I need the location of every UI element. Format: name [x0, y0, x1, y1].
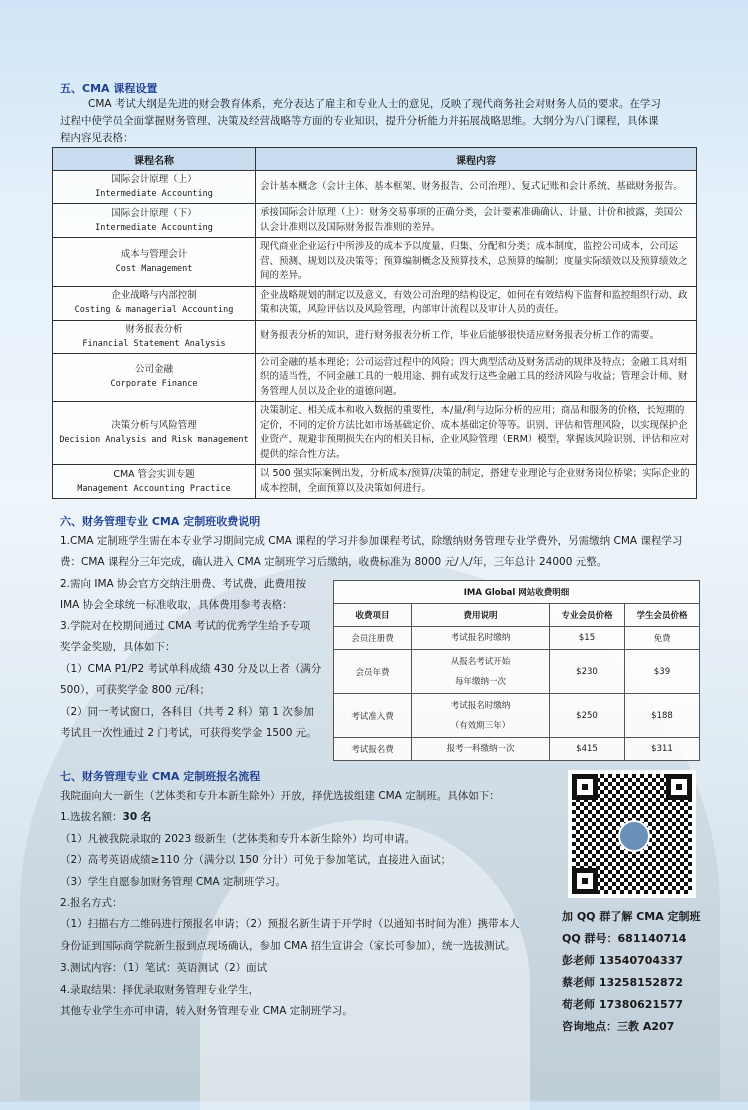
section-6-title: 六、财务管理专业 CMA 定制班收费说明 — [60, 515, 261, 528]
fee-item: 会员注册费 — [334, 627, 412, 650]
fee-para-3c: （1）CMA P1/P2 考试单科成绩 430 分及以上者（满分 — [60, 663, 322, 675]
col-course-name: 课程名称 — [53, 148, 256, 171]
fee-stu-price: $188 — [625, 694, 700, 738]
course-name-en: Financial Statement Analysis — [82, 338, 226, 349]
fee-col-item: 收费项目 — [334, 604, 412, 627]
course-content-cell: 现代商业企业运行中所涉及的成本予以度量、归集、分配和分类；成本制度，监控公司成本，公司运营、预测、规划以及决策等；预算编制概念及预算技术，总预算的编制；度量实际绩效以及预算绩效之间的差异。 — [256, 238, 697, 287]
qr-finder-top-left — [572, 774, 598, 800]
course-content-cell: 会计基本概念（会计主体、基本框架、财务报告、公司治理）、复式记账和会计系统、基础财务报告。 — [256, 171, 697, 204]
fee-para-3e: （2）同一考试窗口，各科目（共考 2 科）第 1 次参加 — [60, 706, 314, 718]
qq-group-title: 加 QQ 群了解 CMA 定制班 — [562, 910, 701, 923]
fee-col-desc: 费用说明 — [412, 604, 550, 627]
signup-step1-label: 1.选拔名额： — [60, 811, 123, 823]
fee-row — [334, 738, 700, 761]
col-course-content: 课程内容 — [256, 148, 697, 171]
course-name-en: Management Accounting Practice — [77, 483, 231, 494]
fee-para-1b: 费：CMA 课程分三年完成，确认进入 CMA 定制班学习后缴纳，收费标准为 8000 元/人/年，三年总计 24000 元整。 — [60, 556, 608, 568]
course-name-cell — [53, 320, 256, 353]
course-name-en: Decision Analysis and Risk management — [59, 435, 249, 445]
fee-pro-price: $250 — [550, 694, 625, 738]
signup-step1b: （2）高考英语成绩≥110 分（满分以 150 分计）可免于参加笔试，直接进入面试； — [60, 854, 452, 866]
fee-row — [334, 627, 700, 650]
course-row — [53, 171, 697, 204]
course-name-cn: 决策分析与风险管理 — [111, 420, 197, 431]
contact-teacher-1: 彭老师 13540704337 — [562, 954, 684, 967]
fee-row — [334, 694, 700, 738]
course-content-cell: 企业战略规划的制定以及意义，有效公司治理的结构设定，如何在有效结构下监督和监控组织行动、政策和决策，风险评估以及风险管理，内部审计流程以及审计人员的责任。 — [256, 286, 697, 320]
qq-group-number: QQ 群号：681140714 — [562, 932, 687, 945]
qr-finder-bottom-left — [572, 868, 598, 894]
fee-desc — [412, 627, 550, 650]
fee-pro-price: $230 — [550, 650, 625, 694]
fee-table-caption: IMA Global 网站收费明细 — [334, 581, 700, 604]
course-name-cell — [53, 204, 256, 238]
fee-item: 考试报名费 — [334, 738, 412, 761]
course-name-cn: 企业战略与内部控制 — [111, 290, 197, 301]
course-name-en: Cost Management — [115, 263, 193, 274]
fee-table — [333, 580, 700, 761]
fee-desc-line1: 考试报名时缴纳 — [450, 700, 511, 711]
course-name-cn: 成本与管理会计 — [120, 248, 188, 260]
fee-desc — [412, 650, 550, 694]
signup-step1c: （3）学生自愿参加财务管理 CMA 定制班学习。 — [60, 876, 286, 888]
signup-step1a: （1）凡被我院录取的 2023 级新生（艺体类和专升本新生除外）均可申请。 — [60, 833, 416, 845]
course-name-cn: 国际会计原理（下） — [111, 207, 197, 219]
fee-para-2b: IMA 协会全球统一标准收取，具体费用参考表格： — [60, 599, 293, 611]
course-content-cell: 财务报表分析的知识，进行财务报表分析工作，毕业后能够很快适应财务报表分析工作的需要。 — [256, 320, 697, 353]
fee-row — [334, 650, 700, 694]
course-row — [53, 238, 697, 287]
fee-col-pro: 专业会员价格 — [550, 604, 625, 627]
course-name-cn: CMA 管会实训专题 — [113, 468, 195, 480]
signup-step1 — [60, 809, 151, 826]
fee-desc-line1: 报考一科缴纳一次 — [446, 744, 515, 754]
fee-pro-price: $15 — [550, 627, 625, 650]
fee-table-header — [334, 604, 700, 627]
contact-teacher-3: 荀老师 17380621577 — [562, 998, 684, 1011]
course-name-en: Intermediate Accounting — [95, 189, 213, 199]
qr-center-logo — [618, 820, 650, 852]
course-name-en: Intermediate Accounting — [95, 222, 213, 233]
course-row — [53, 320, 697, 353]
fee-col-stu: 学生会员价格 — [625, 604, 700, 627]
fee-desc — [412, 694, 550, 738]
course-name-cell — [53, 238, 256, 287]
course-row — [53, 286, 697, 320]
fee-stu-price: $311 — [625, 738, 700, 761]
course-content-cell: 公司金融的基本理论；公司运营过程中的风险；四大典型活动及财务活动的规律及特点；金融工具对组织的适当性，不同金融工具的一般用途、拥有或发行这些金融工具的经济风险与收益；管理会计师、财务管理人员以及企业的道德问题。 — [256, 353, 697, 402]
course-content-cell: 以 500 强实际案例出发，分析成本/预算/决策的制定，搭建专业理论与企业财务岗位桥梁；实际企业的成本控制，全面预算以及决策如何进行。 — [256, 465, 697, 499]
signup-quota: 30 名 — [122, 811, 152, 823]
course-name-cell — [53, 465, 256, 499]
course-name-cell — [53, 286, 256, 320]
section-5-intro-line1: CMA 考试大纲是先进的财会教育体系，充分表达了雇主和专业人士的意见，反映了现代商务社会对财务人员的要求。在学习 — [88, 98, 661, 110]
course-row — [53, 353, 697, 402]
fee-desc-line2: 每年缴纳一次 — [454, 676, 506, 687]
fee-item: 考试准入费 — [334, 694, 412, 738]
fee-para-3a: 3.学院对在校期间通过 CMA 考试的优秀学生给予专项 — [60, 620, 311, 632]
fee-desc-line1: 从报名考试开始 — [450, 656, 511, 667]
fee-pro-price: $415 — [550, 738, 625, 761]
course-name-cn: 财务报表分析 — [125, 323, 183, 335]
course-name-cell — [53, 353, 256, 402]
fee-para-2a: 2.需向 IMA 协会官方交纳注册费、考试费，此费用按 — [60, 578, 307, 590]
fee-para-3d: 500），可获奖学金 800 元/科； — [60, 684, 211, 696]
course-row — [53, 204, 697, 238]
section-5-intro-line3: 程内容见表格： — [60, 132, 134, 144]
fee-stu-price: $39 — [625, 650, 700, 694]
contact-address: 咨询地点：三教 A207 — [562, 1020, 675, 1033]
qr-code[interactable] — [568, 770, 696, 898]
course-table-header — [53, 148, 697, 171]
course-content-cell: 承接国际会计原理（上）：财务交易事项的正确分类，会计要素准确确认、计量、计价和披露，美国公认会计准则以及国际财务报告准则的差异。 — [256, 204, 697, 238]
course-name-cell — [53, 171, 256, 204]
fee-desc-line2: （有效期三年） — [450, 720, 511, 731]
signup-step2a: （1）扫描右方二维码进行预报名申请；（2）预报名新生请于开学时（以通知书时间为准）携带本人 — [60, 918, 520, 930]
course-name-en: Costing & managerial Accounting — [74, 305, 234, 315]
course-name-cn: 公司金融 — [134, 364, 173, 376]
fee-stu-price: 免费 — [625, 627, 700, 650]
course-content-cell: 决策制定、相关成本和收入数据的重要性，本/量/利与边际分析的应用；商品和服务的价格，长短期的定价，不同的定价方法比如市场基础定价、成本基础定价等等。识别、评估和管理风险，以实现保护企业资产、规避非预期损失在内的相关目标，企业风险管理（ERM）模型，掌握该风险识别、评估和应对提供的综合性方法。 — [256, 402, 697, 465]
signup-step2b: 身份证到国际商学院新生报到点现场确认，参加 CMA 招生宣讲会（家长可参加），统一选拔测试。 — [60, 940, 516, 952]
section-7-title: 七、财务管理专业 CMA 定制班报名流程 — [60, 770, 261, 783]
fee-para-1a: 1.CMA 定制班学生需在本专业学习期间完成 CMA 课程的学习并参加课程考试，除缴纳财务管理专业学费外，另需缴纳 CMA 课程学习 — [60, 535, 683, 547]
contact-teacher-2: 蔡老师 13258152872 — [562, 976, 684, 989]
signup-step3: 3.测试内容：（1）笔试：英语测试（2）面试 — [60, 962, 268, 974]
signup-step4: 4.录取结果：择优录取财务管理专业学生， — [60, 984, 260, 996]
signup-intro: 我院面向大一新生（艺体类和专升本新生除外）开放，择优选拔组建 CMA 定制班。具体如下： — [60, 790, 500, 802]
course-row — [53, 402, 697, 465]
course-name-en: Corporate Finance — [110, 379, 198, 390]
fee-para-3b: 奖学金奖励，具体如下： — [60, 641, 176, 653]
fee-desc — [412, 738, 550, 761]
signup-step4b: 其他专业学生亦可申请，转入财务管理专业 CMA 定制班学习。 — [60, 1005, 353, 1017]
course-row — [53, 465, 697, 499]
signup-step2: 2.报名方式： — [60, 897, 123, 909]
section-5-title: 五、CMA 课程设置 — [60, 82, 158, 95]
fee-item: 会员年费 — [334, 650, 412, 694]
course-name-cn: 国际会计原理（上） — [111, 174, 197, 185]
section-5-intro-line2: 过程中使学员全面掌握财务管理、决策及经营战略等方面的专业知识，提升分析能力并拓展战略思维。大纲分为八门课程，具体课 — [60, 115, 659, 127]
fee-desc-line1: 考试报名时缴纳 — [450, 633, 511, 643]
course-table — [52, 147, 697, 499]
course-name-cell — [53, 402, 256, 465]
qr-finder-top-right — [666, 774, 692, 800]
fee-para-3f: 考试且一次性通过 2 门考试，可获得奖学金 1500 元。 — [60, 727, 317, 739]
